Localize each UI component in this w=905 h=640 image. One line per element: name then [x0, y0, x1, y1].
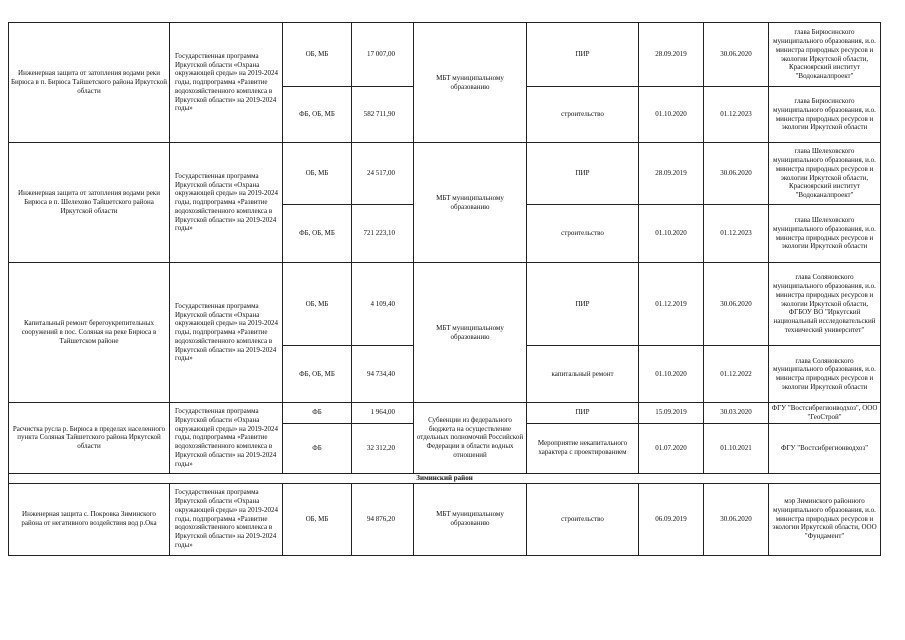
object-cell: Инженерная защита от затопления водами реки Бирюса в п. Шелехово Тайшетского района Иркутской области: [9, 143, 170, 263]
table-row: [9, 263, 881, 346]
mechanism-cell: МБТ муниципальному образованию: [414, 483, 527, 555]
start-date-cell: 01.07.2020: [639, 423, 704, 473]
start-date-cell: 28.09.2019: [639, 23, 704, 87]
work-type-cell: строительство: [527, 205, 639, 263]
end-date-cell: 30.03.2020: [704, 403, 769, 424]
end-date-cell: 30.06.2020: [704, 23, 769, 87]
responsible-cell: глава Шелеховского муниципального образования, и.о. министра природных ресурсов и экологии Иркутской области: [769, 205, 881, 263]
responsible-cell: ФГУ "Востсибрегионводхоз": [769, 423, 881, 473]
responsible-cell: глава Соляновского муниципального образования, и.о. министра природных ресурсов и экологии Иркутской области: [769, 346, 881, 403]
mechanism-cell: МБТ муниципальному образованию: [414, 263, 527, 403]
work-type-cell: ПИР: [527, 263, 639, 346]
section-title: Зиминский район: [9, 473, 881, 483]
amount-cell: 721 223,10: [352, 205, 414, 263]
funding-source-cell: ОБ, МБ: [283, 483, 352, 555]
responsible-cell: глава Шелеховского муниципального образования, и.о. министра природных ресурсов и экологии Иркутской области, Красноярский институт "Водоканалпроект": [769, 143, 881, 205]
mechanism-cell: МБТ муниципальному образованию: [414, 143, 527, 263]
funding-source-cell: ФБ, ОБ, МБ: [283, 205, 352, 263]
start-date-cell: 15.09.2019: [639, 403, 704, 424]
end-date-cell: 01.10.2021: [704, 423, 769, 473]
work-type-cell: ПИР: [527, 23, 639, 87]
program-cell: Государственная программа Иркутской области «Охрана окружающей среды» на 2019-2024 годы, подпрограмма «Развитие водохозяйственного комплекса в Иркутской области» на 2019-2024 годы»: [170, 143, 283, 263]
start-date-cell: 01.10.2020: [639, 205, 704, 263]
funding-source-cell: ФБ, ОБ, МБ: [283, 87, 352, 143]
end-date-cell: 01.12.2023: [704, 87, 769, 143]
start-date-cell: 01.10.2020: [639, 87, 704, 143]
mechanism-cell: Субвенции из федерального бюджета на осуществление отдельных полномочий Российской Федерации в области водных отношений: [414, 403, 527, 474]
funding-source-cell: ОБ, МБ: [283, 263, 352, 346]
mechanism-cell: МБТ муниципальному образованию: [414, 23, 527, 143]
amount-cell: 94 876,20: [352, 483, 414, 555]
start-date-cell: 01.10.2020: [639, 346, 704, 403]
object-cell: Расчистка русла р. Бирюса в пределах населенного пункта Соляная Тайшетского района Иркутской области: [9, 403, 170, 474]
program-cell: Государственная программа Иркутской области «Охрана окружающей среды» на 2019-2024 годы, подпрограмма «Развитие водохозяйственного комплекса в Иркутской области» на 2019-2024 годы»: [170, 23, 283, 143]
start-date-cell: 28.09.2019: [639, 143, 704, 205]
table-row: [9, 23, 881, 87]
work-type-cell: ПИР: [527, 403, 639, 424]
table-row: [9, 143, 881, 205]
end-date-cell: 01.12.2023: [704, 205, 769, 263]
funding-source-cell: ФБ, ОБ, МБ: [283, 346, 352, 403]
responsible-cell: мэр Зиминского районного муниципального образования, и.о. министра природных ресурсов и экологии Иркутской области, ООО "Фундамент": [769, 483, 881, 555]
end-date-cell: 01.12.2022: [704, 346, 769, 403]
measures-table: [8, 22, 881, 556]
object-cell: Капитальный ремонт берегоукрепительных сооружений в пос. Соляная на реке Бирюса в Тайшетском районе: [9, 263, 170, 403]
end-date-cell: 30.06.2020: [704, 483, 769, 555]
start-date-cell: 06.09.2019: [639, 483, 704, 555]
funding-source-cell: ОБ, МБ: [283, 143, 352, 205]
object-cell: Инженерная защита с. Покровка Зиминского района от негативного воздействия вод р.Ока: [9, 483, 170, 555]
amount-cell: 17 007,00: [352, 23, 414, 87]
amount-cell: 32 312,20: [352, 423, 414, 473]
table-row: [9, 403, 881, 424]
work-type-cell: Мероприятие некапитального характера с проектированием: [527, 423, 639, 473]
amount-cell: 1 964,00: [352, 403, 414, 424]
responsible-cell: глава Бирюсинского муниципального образования, и.о. министра природных ресурсов и экологии Иркутской области, Красноярский институт "Водоканалпроект": [769, 23, 881, 87]
amount-cell: 24 517,00: [352, 143, 414, 205]
object-cell: Инженерная защита от затопления водами реки Бирюса в п. Бирюса Тайшетского района Иркутской области: [9, 23, 170, 143]
funding-source-cell: ОБ, МБ: [283, 23, 352, 87]
amount-cell: 94 734,40: [352, 346, 414, 403]
program-cell: Государственная программа Иркутской области «Охрана окружающей среды» на 2019-2024 годы, подпрограмма «Развитие водохозяйственного комплекса в Иркутской области» на 2019-2024 годы»: [170, 403, 283, 474]
work-type-cell: ПИР: [527, 143, 639, 205]
work-type-cell: строительство: [527, 483, 639, 555]
responsible-cell: глава Соляновского муниципального образования, и.о. министра природных ресурсов и экологии Иркутской области, ФГБОУ ВО "Иркутский национальный исследовательский технический университет": [769, 263, 881, 346]
table-row: [9, 483, 881, 555]
responsible-cell: ФГУ "Востсибрегионводхоз", ООО "ГеоСтрой": [769, 403, 881, 424]
end-date-cell: 30.06.2020: [704, 143, 769, 205]
work-type-cell: капитальный ремонт: [527, 346, 639, 403]
amount-cell: 582 711,90: [352, 87, 414, 143]
end-date-cell: 30.06.2020: [704, 263, 769, 346]
amount-cell: 4 109,40: [352, 263, 414, 346]
program-cell: Государственная программа Иркутской области «Охрана окружающей среды» на 2019-2024 годы, подпрограмма «Развитие водохозяйственного комплекса в Иркутской области» на 2019-2024 годы»: [170, 263, 283, 403]
section-header-row: [9, 473, 881, 483]
funding-source-cell: ФБ: [283, 423, 352, 473]
start-date-cell: 01.12.2019: [639, 263, 704, 346]
program-cell: Государственная программа Иркутской области «Охрана окружающей среды» на 2019-2024 годы, подпрограмма «Развитие водохозяйственного комплекса в Иркутской области» на 2019-2024 годы»: [170, 483, 283, 555]
work-type-cell: строительство: [527, 87, 639, 143]
funding-source-cell: ФБ: [283, 403, 352, 424]
responsible-cell: глава Бирюсинского муниципального образования, и.о. министра природных ресурсов и экологии Иркутской области: [769, 87, 881, 143]
